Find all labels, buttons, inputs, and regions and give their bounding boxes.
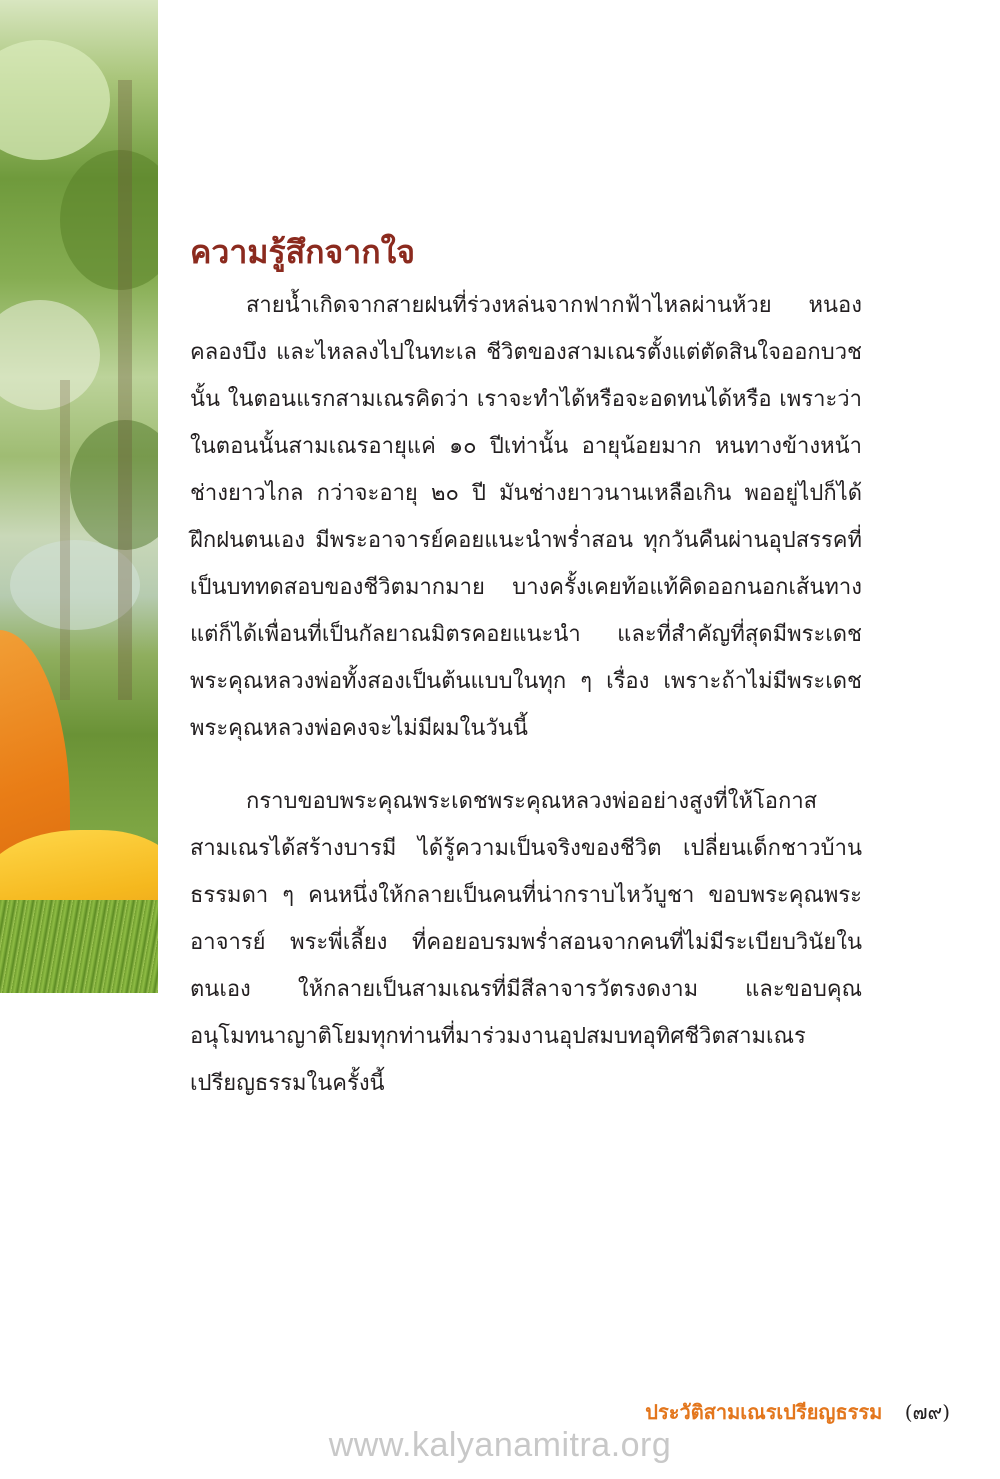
page-number: (๗๙) xyxy=(904,1400,950,1424)
site-watermark: www.kalyanamitra.org xyxy=(328,1426,672,1464)
book-title: ประวัติสามเณรเปรียญธรรม xyxy=(645,1400,883,1424)
sky-patch xyxy=(0,300,100,410)
tree-trunk xyxy=(118,80,132,700)
paragraph-1: สายน้ำเกิดจากสายฝนที่ร่วงหล่นจากฟากฟ้าไหลผ่านห้วย หนองคลองบึง และไหลลงไปในทะเล ชีวิตของสามเณรตั้งแต่ตัดสินใจออกบวชนั้น ในตอนแรกสามเณรคิดว่า เราจะทำได้หรือจะอดทนได้หรือ เพราะว่าในตอนนั้นสามเณรอายุแค่ ๑๐ ปีเท่านั้น อายุน้อยมาก หนทางข้างหน้าช่างยาวไกล กว่าจะอายุ ๒๐ ปี มันช่างยาวนานเหลือเกิน พออยู่ไปก็ได้ฝึกฝนตนเอง มีพระอาจารย์คอยแนะนำพร่ำสอน ทุกวันคืนผ่านอุปสรรคที่เป็นบททดสอบของชีวิตมากมาย บางครั้งเคยท้อแท้คิดออกนอกเส้นทาง แต่ก็ได้เพื่อนที่เป็นกัลยาณมิตรคอยแนะนำ และที่สำคัญที่สุดมีพระเดชพระคุณหลวงพ่อทั้งสองเป็นต้นแบบในทุก ๆ เรื่อง เพราะถ้าไม่มีพระเดชพระคุณหลวงพ่อคงจะไม่มีผมในวันนี้ xyxy=(190,292,862,741)
foliage-shadow xyxy=(70,420,158,550)
foliage-shadow xyxy=(60,150,158,290)
page-footer xyxy=(645,1396,950,1428)
grass xyxy=(0,900,158,993)
foliage-highlight xyxy=(0,40,110,160)
tree-trunk xyxy=(60,380,70,700)
monk-garden-photo xyxy=(0,0,158,993)
paragraph-2: กราบขอบพระคุณพระเดชพระคุณหลวงพ่ออย่างสูงที่ให้โอกาสสามเณรได้สร้างบารมี ได้รู้ความเป็นจริงของชีวิต เปลี่ยนเด็กชาวบ้านธรรมดา ๆ คนหนึ่งให้กลายเป็นคนที่น่ากราบไหว้บูชา ขอบพระคุณพระอาจารย์ พระพี่เลี้ยง ที่คอยอบรมพร่ำสอนจากคนที่ไม่มีระเบียบวินัยในตนเอง ให้กลายเป็นสามเณรที่มีสีลาจารวัตรงดงาม และขอบคุณอนุโมทนาญาติโยมทุกท่านที่มาร่วมงานอุปสมบทอุทิศชีวิตสามเณรเปรียญธรรมในครั้งนี้ xyxy=(190,788,862,1096)
article-body xyxy=(190,232,862,1107)
section-heading: ความรู้สึกจากใจ xyxy=(190,233,415,271)
